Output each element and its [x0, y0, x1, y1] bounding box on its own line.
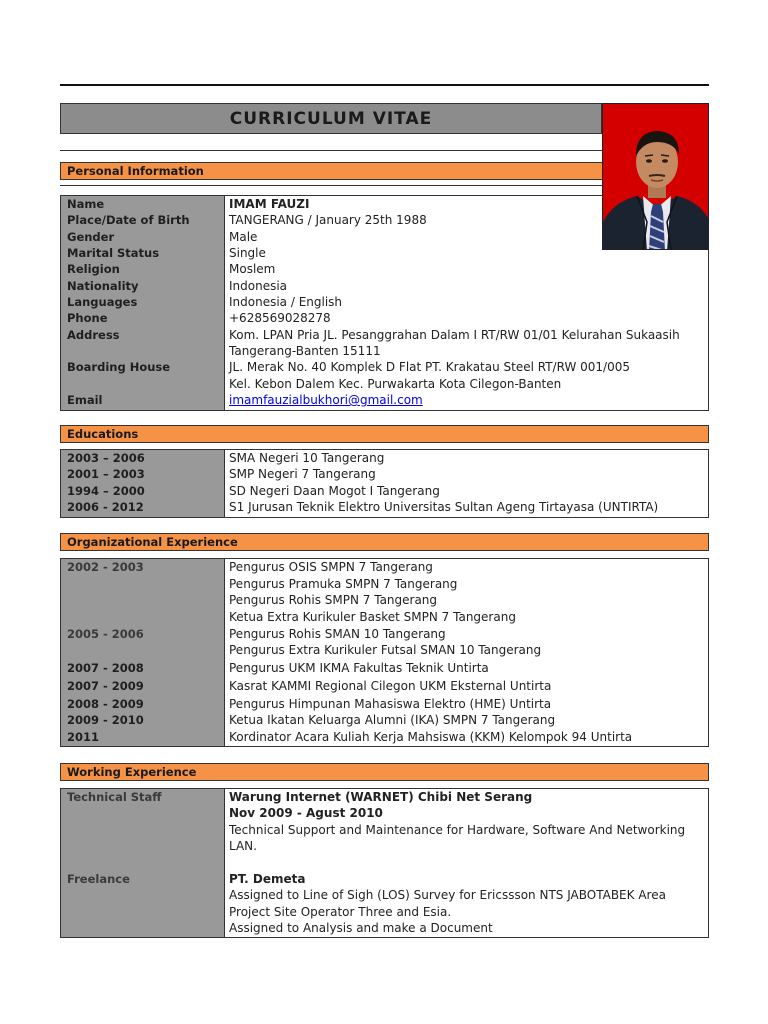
row-value: Ketua Ikatan Keluarga Alumni (IKA) SMPN 7 Tangerang — [229, 713, 556, 727]
portrait-photo — [602, 103, 709, 250]
row-value: Pengurus Pramuka SMPN 7 Tangerang — [229, 577, 458, 591]
section-personal-header: Personal Information — [60, 162, 709, 180]
table-row — [61, 559, 708, 576]
table-row — [61, 871, 708, 888]
table-row — [61, 466, 708, 483]
table-row — [61, 696, 708, 713]
organizational-table — [60, 558, 709, 747]
table-row — [61, 789, 708, 806]
table-row — [61, 576, 708, 593]
table-row — [61, 712, 708, 729]
table-row — [61, 483, 708, 500]
row-label: 2003 – 2006 — [67, 451, 145, 465]
section-educations-header: Educations — [60, 425, 709, 443]
row-value: Single — [229, 246, 266, 260]
table-row — [61, 887, 708, 904]
section-organizational-header: Organizational Experience — [60, 533, 709, 551]
row-label: Phone — [67, 311, 108, 325]
row-label: Gender — [67, 230, 115, 244]
row-value: +628569028278 — [229, 311, 331, 325]
work-description: Technical Support and Maintenance for Hardware, Software And Networking — [229, 823, 686, 837]
table-row — [61, 626, 708, 643]
row-label: Marital Status — [67, 246, 160, 260]
table-row — [61, 805, 708, 822]
section-working-header: Working Experience — [60, 763, 709, 781]
work-description: Project Site Operator Three and Esia. — [229, 905, 452, 919]
row-label: Place/Date of Birth — [67, 213, 190, 227]
row-value: Pengurus Rohis SMPN 7 Tangerang — [229, 593, 438, 607]
table-row — [61, 838, 708, 855]
table-row — [61, 392, 708, 409]
portrait-icon — [603, 104, 709, 250]
educations-table — [60, 449, 709, 518]
row-label: 2002 - 2003 — [67, 560, 144, 574]
row-value: Pengurus Extra Kurikuler Futsal SMAN 10 Tangerang — [229, 643, 542, 657]
table-row — [61, 729, 708, 746]
row-label: Technical Staff — [67, 790, 162, 804]
row-value: Indonesia — [229, 279, 288, 293]
row-value: Pengurus UKM IKMA Fakultas Teknik Untirta — [229, 661, 489, 675]
table-row — [61, 327, 708, 344]
table-row — [61, 499, 708, 516]
row-label: 2007 - 2009 — [67, 679, 144, 693]
row-label: 2001 – 2003 — [67, 467, 145, 481]
row-value-continued: Tangerang-Banten 15111 — [229, 344, 381, 358]
row-value: TANGERANG / January 25th 1988 — [229, 213, 427, 227]
row-label: 1994 – 2000 — [67, 484, 145, 498]
row-value: JL. Merak No. 40 Komplek D Flat PT. Krakatau Steel RT/RW 001/005 — [229, 360, 630, 374]
row-label: Nationality — [67, 279, 139, 293]
table-row — [61, 609, 708, 626]
table-row — [61, 678, 708, 695]
row-label: 2005 - 2006 — [67, 627, 144, 641]
row-value: S1 Jurusan Teknik Elektro Universitas Sultan Ageng Tirtayasa (UNTIRTA) — [229, 500, 659, 514]
row-label: 2008 - 2009 — [67, 697, 144, 711]
row-value: Kom. LPAN Pria JL. Pesanggrahan Dalam I RT/RW 01/01 Kelurahan Sukaasih — [229, 328, 680, 342]
top-rule — [60, 84, 709, 86]
table-row — [61, 376, 708, 393]
page-title: CURRICULUM VITAE — [60, 103, 602, 134]
work-description: Assigned to Analysis and make a Document — [229, 921, 493, 935]
row-label: 2009 - 2010 — [67, 713, 144, 727]
row-label: Address — [67, 328, 120, 342]
work-description: LAN. — [229, 839, 257, 853]
row-value: SMP Negeri 7 Tangerang — [229, 467, 376, 481]
row-value: Kordinator Acara Kuliah Kerja Mahsiswa (KKM) Kelompok 94 Untirta — [229, 730, 633, 744]
row-value: Ketua Extra Kurikuler Basket SMPN 7 Tangerang — [229, 610, 516, 624]
company-name: Warung Internet (WARNET) Chibi Net Serang — [229, 790, 533, 804]
row-label: Freelance — [67, 872, 130, 886]
row-value: Pengurus Rohis SMAN 10 Tangerang — [229, 627, 446, 641]
row-label: Religion — [67, 262, 120, 276]
table-row — [61, 310, 708, 327]
table-row — [61, 660, 708, 677]
working-table — [60, 788, 709, 938]
row-value: IMAM FAUZI — [229, 197, 310, 211]
row-value: Male — [229, 230, 258, 244]
row-label: Name — [67, 197, 105, 211]
row-value: SMA Negeri 10 Tangerang — [229, 451, 385, 465]
table-row — [61, 822, 708, 839]
table-row — [61, 920, 708, 937]
work-period: Nov 2009 - Agust 2010 — [229, 806, 383, 820]
table-row — [61, 592, 708, 609]
row-value: Kasrat KAMMI Regional Cilegon UKM Eksternal Untirta — [229, 679, 552, 693]
row-label: 2006 - 2012 — [67, 500, 144, 514]
row-value: Pengurus OSIS SMPN 7 Tangerang — [229, 560, 433, 574]
row-label: Boarding House — [67, 360, 171, 374]
table-row — [61, 450, 708, 467]
row-label: Email — [67, 393, 103, 407]
row-value: Pengurus Himpunan Mahasiswa Elektro (HME) Untirta — [229, 697, 552, 711]
row-value: SD Negeri Daan Mogot I Tangerang — [229, 484, 440, 498]
table-row — [61, 642, 708, 659]
row-label: 2011 — [67, 730, 100, 744]
email-link[interactable]: imamfauzialbukhori@gmail.com — [229, 393, 423, 407]
row-label: Languages — [67, 295, 138, 309]
table-row — [61, 343, 708, 360]
table-row — [61, 261, 708, 278]
table-row — [61, 904, 708, 921]
row-value-continued: Kel. Kebon Dalem Kec. Purwakarta Kota Cilegon-Banten — [229, 377, 562, 391]
table-row — [61, 359, 708, 376]
row-value: Moslem — [229, 262, 276, 276]
table-row — [61, 294, 708, 311]
table-row — [61, 278, 708, 295]
row-label: 2007 - 2008 — [67, 661, 144, 675]
work-description: Assigned to Line of Sigh (LOS) Survey for Ericssson NTS JABOTABEK Area — [229, 888, 666, 902]
company-name: PT. Demeta — [229, 872, 306, 886]
row-value: Indonesia / English — [229, 295, 343, 309]
